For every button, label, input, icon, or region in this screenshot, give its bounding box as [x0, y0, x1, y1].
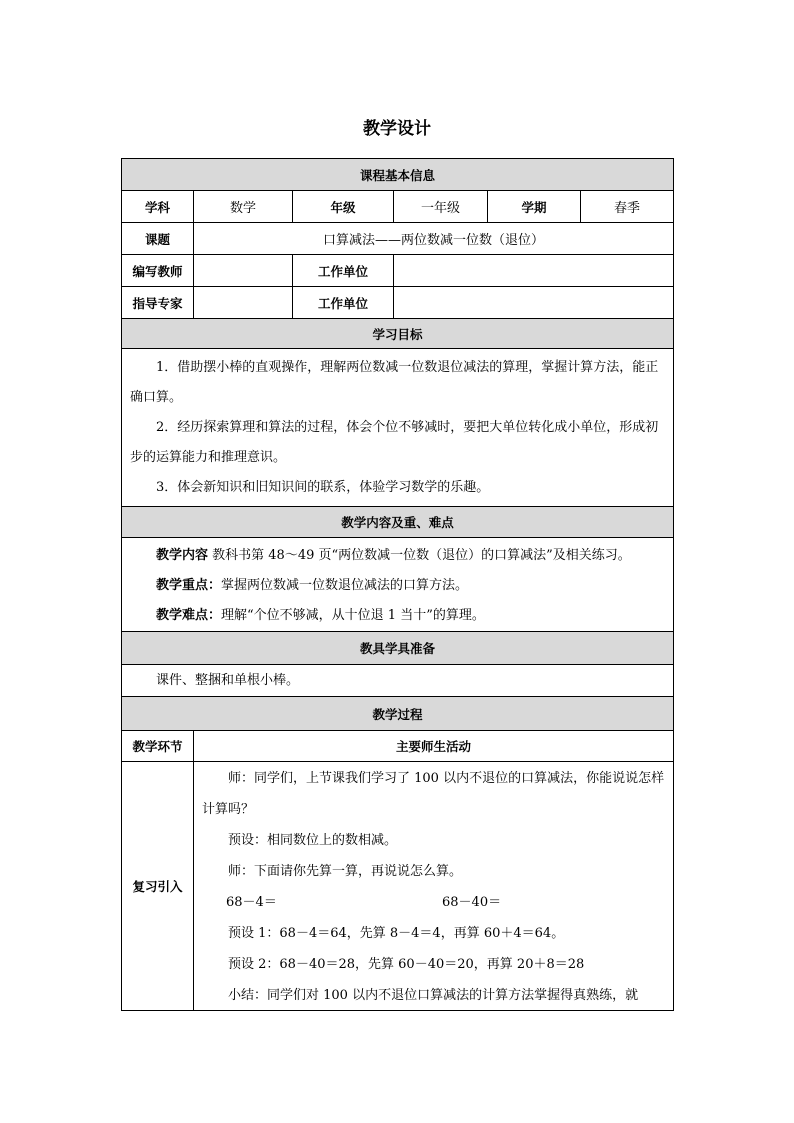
expression-b: 68－40＝	[442, 895, 502, 910]
grade-label: 年级	[293, 191, 394, 223]
expert-unit-label: 工作单位	[293, 287, 394, 319]
activity-line: 小结：同学们对 100 以内不退位口算减法的计算方法掌握得真熟练，就	[228, 988, 639, 1003]
objective-item: 3．体会新知识和旧知识间的联系，体验学习数学的乐趣。	[156, 480, 490, 495]
tools-body	[122, 665, 674, 697]
tools-header: 教具学具准备	[122, 632, 674, 665]
activity-line: 预设 1：68－4＝64，先算 8－4＝4，再算 60＋4＝64。	[228, 926, 565, 941]
author-value	[194, 255, 293, 287]
grade-value: 一年级	[394, 191, 488, 223]
activity-column-header: 主要师生活动	[194, 731, 674, 762]
topic-label: 课题	[122, 223, 194, 255]
activity-line: 预设：相同数位上的数相减。	[228, 833, 398, 848]
activity-line: 预设 2：68－40＝28，先算 60－40＝20，再算 20＋8＝28	[228, 957, 585, 972]
key-point-line	[130, 571, 665, 601]
page-title: 教学设计	[363, 119, 431, 139]
activity-body	[194, 762, 674, 1011]
topic-value: 口算减法——两位数减一位数（退位）	[194, 223, 674, 255]
objectives-header: 学习目标	[122, 319, 674, 349]
teaching-content-label: 教学内容	[156, 548, 209, 563]
expert-label: 指导专家	[122, 287, 194, 319]
work-unit-value	[394, 255, 674, 287]
basic-info-header: 课程基本信息	[122, 159, 674, 191]
lesson-plan-table	[121, 158, 674, 1011]
work-unit-label: 工作单位	[293, 255, 394, 287]
expression-row	[202, 887, 665, 918]
key-point-text: 掌握两位数减一位数退位减法的口算方法。	[221, 578, 469, 593]
subject-value: 数学	[194, 191, 293, 223]
difficulty-line	[130, 601, 665, 631]
content-header: 教学内容及重、难点	[122, 507, 674, 538]
expression-a: 68－4＝	[226, 895, 277, 910]
stage-review-intro: 复习引入	[122, 762, 194, 1011]
term-label: 学期	[488, 191, 581, 223]
term-value: 春季	[581, 191, 674, 223]
expert-unit-value	[394, 287, 674, 319]
activity-line: 师：下面请你先算一算，再说说怎么算。	[228, 864, 463, 879]
expert-value	[194, 287, 293, 319]
author-label: 编写教师	[122, 255, 194, 287]
difficulty-text: 理解“个位不够减，从十位退 1 当十”的算理。	[221, 608, 485, 623]
key-point-label: 教学重点：	[156, 578, 222, 593]
objectives-body	[122, 349, 674, 507]
difficulty-label: 教学难点：	[156, 608, 222, 623]
teaching-content-line	[130, 541, 665, 571]
objective-item: 1．借助摆小棒的直观操作，理解两位数减一位数退位减法的算理，掌握计算方法，能正确口算。	[130, 360, 659, 405]
process-header: 教学过程	[122, 697, 674, 731]
tools-text: 课件、整捆和单根小棒。	[156, 673, 300, 688]
content-body	[122, 538, 674, 632]
objective-item: 2．经历探索算理和算法的过程，体会个位不够减时，要把大单位转化成小单位，形成初步的运算能力和推理意识。	[130, 420, 659, 465]
activity-line: 师：同学们，上节课我们学习了 100 以内不退位的口算减法，你能说说怎样计算吗？	[202, 771, 665, 817]
stage-column-header: 教学环节	[122, 731, 194, 762]
teaching-content-text: 教科书第 48～49 页“两位数减一位数（退位）的口算减法”及相关练习。	[208, 548, 631, 563]
subject-label: 学科	[122, 191, 194, 223]
